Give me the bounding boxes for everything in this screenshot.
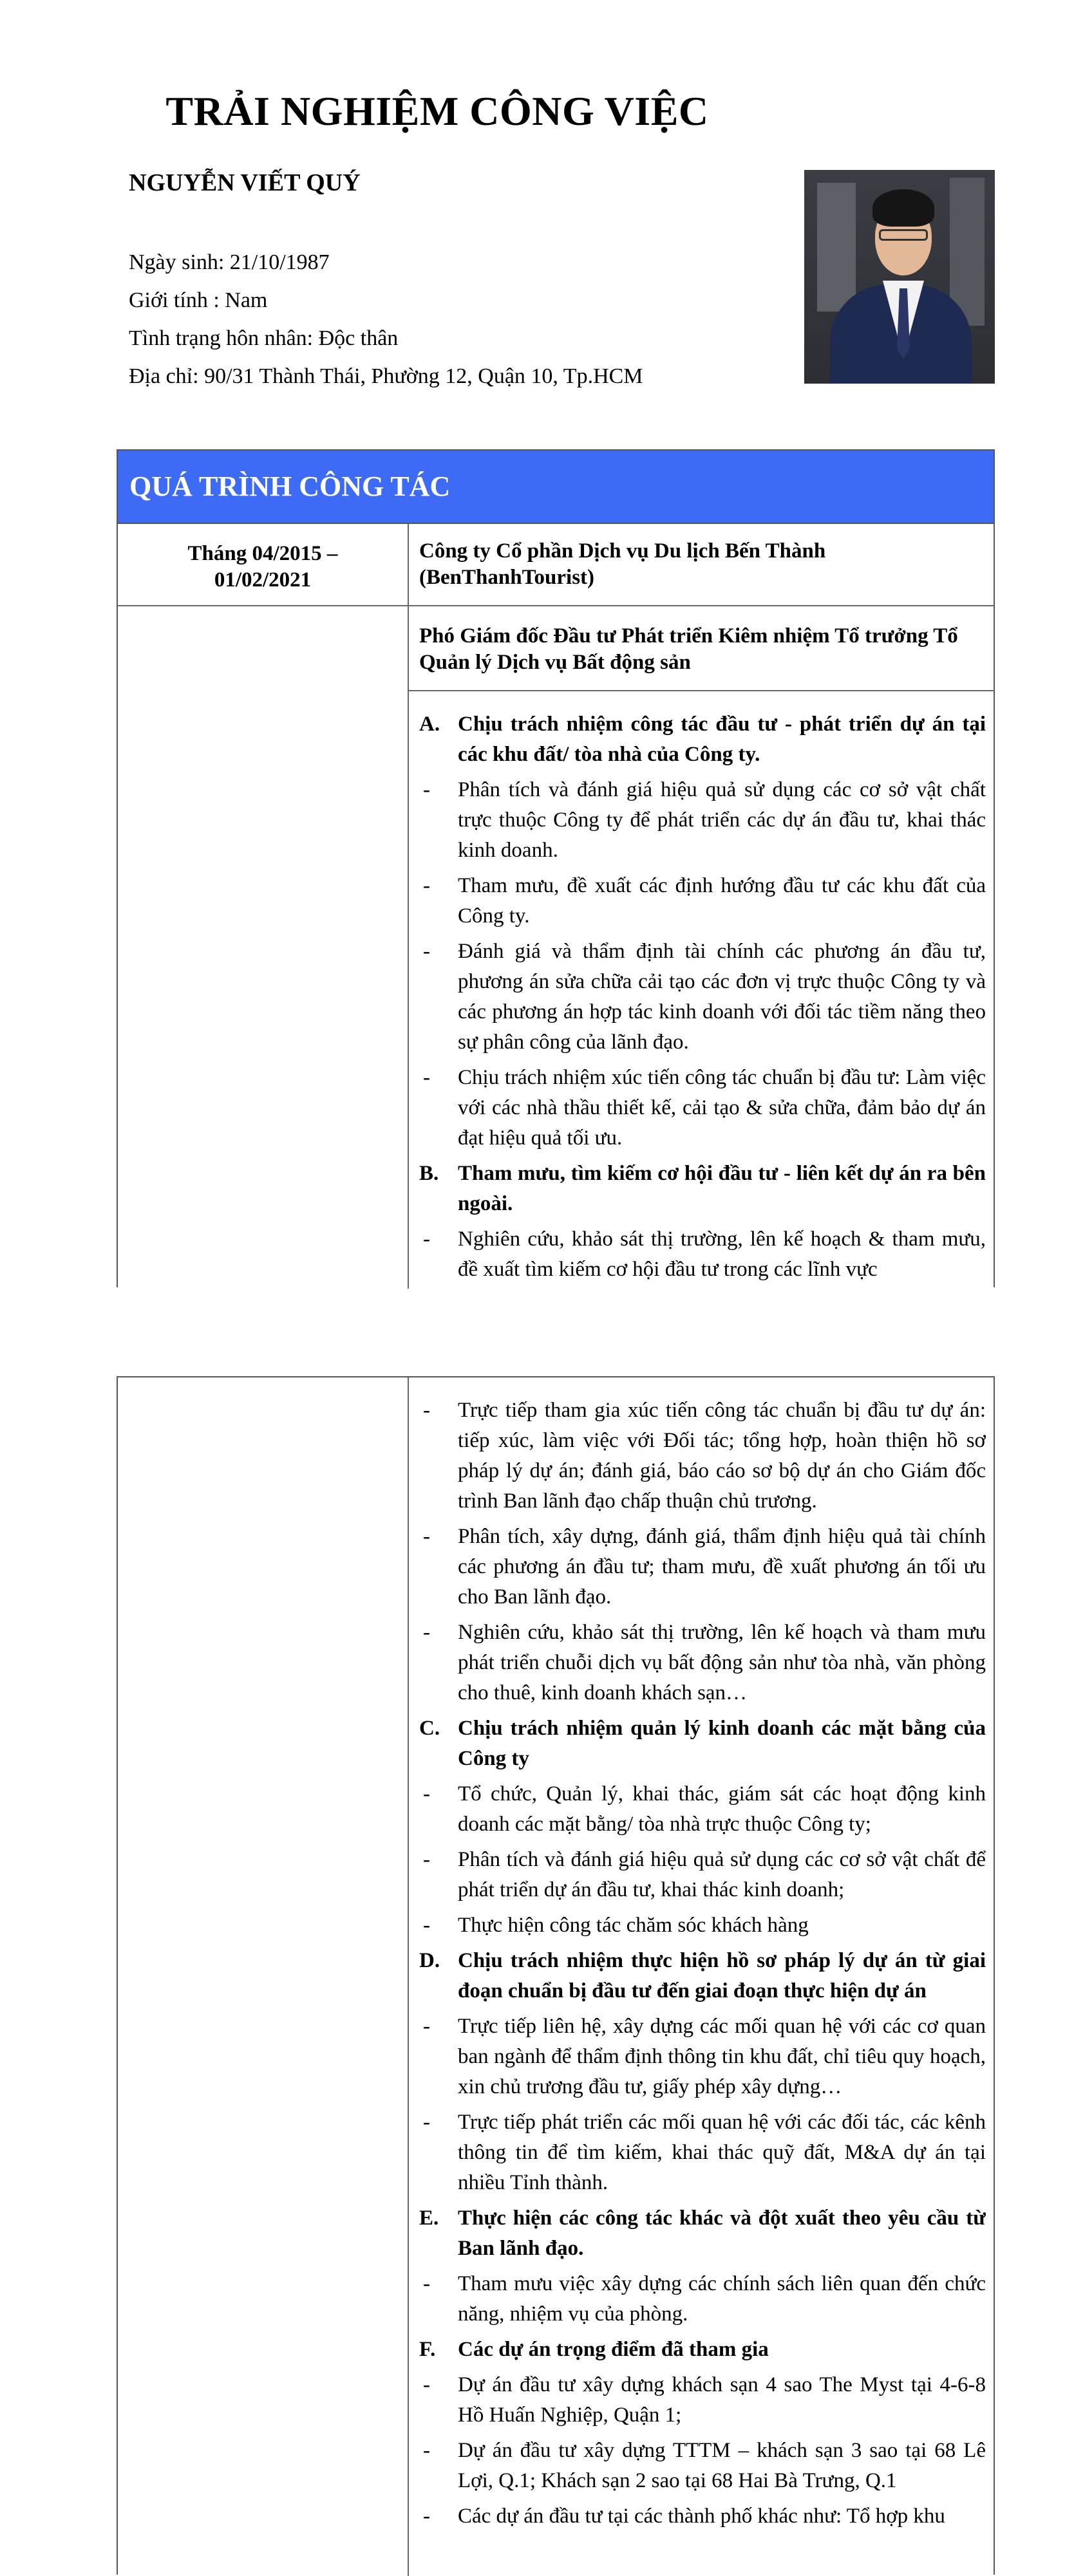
address: Địa chỉ: 90/31 Thành Thái, Phường 12, Quận 10, Tp.HCM — [129, 364, 643, 388]
item-marker: D. — [419, 1949, 440, 1972]
item-marker: - — [423, 1525, 430, 1548]
item-text: Tổ chức, Quản lý, khai thác, giám sát các hoạt động kinh doanh các mặt bằng/ tòa nhà trực thuộc Công ty; — [458, 1782, 986, 1836]
item-text: Đánh giá và thẩm định tài chính các phương án đầu tư, phương án sửa chữa cải tạo các đơn vị trực thuộc Công ty và các phương án hợp tác kinh doanh với đối tác tiềm năng theo sự phân công của lãnh đạo. — [458, 940, 986, 1054]
job-position: Phó Giám đốc Đầu tư Phát triển Kiêm nhiệm Tổ trưởng Tổ Quản lý Dịch vụ Bất động sản — [419, 624, 958, 674]
item-text: Dự án đầu tư xây dựng khách sạn 4 sao The Myst tại 4-6-8 Hồ Huấn Nghiệp, Quận 1; — [458, 2373, 986, 2427]
section-item-heading — [419, 1159, 986, 1219]
item-text: Tham mưu việc xây dựng các chính sách liên quan đến chức năng, nhiệm vụ của phòng. — [458, 2272, 986, 2326]
item-marker: C. — [419, 1717, 440, 1740]
marital-status: Tình trạng hôn nhân: Độc thân — [129, 326, 399, 350]
item-marker: B. — [419, 1162, 439, 1185]
item-text: Trực tiếp tham gia xúc tiến công tác chuẩn bị đầu tư dự án: tiếp xúc, làm việc với Đối tác; tổng hợp, hoàn thiện hồ sơ pháp lý dự án; đánh giá, báo cáo sơ bộ dự án cho Giám đốc trình Ban lãnh đạo chấp thuận chủ trương. — [458, 1399, 986, 1513]
section-item-heading — [419, 1946, 986, 2006]
item-text: Các dự án đầu tư tại các thành phố khác như: Tổ hợp khu — [458, 2505, 945, 2528]
item-marker: - — [423, 1848, 430, 1871]
photo-glasses — [879, 229, 928, 241]
section-item-heading — [419, 2335, 986, 2365]
photo-hair — [872, 189, 934, 227]
item-text: Phân tích và đánh giá hiệu quả sử dụng các cơ sở vật chất trực thuộc Công ty để phát triển các dự án đầu tư, khai thác kinh doanh. — [458, 778, 986, 862]
bullet-item — [419, 775, 986, 866]
item-marker: F. — [419, 2338, 436, 2361]
bullet-item — [419, 2107, 986, 2198]
employment-period: Tháng 04/2015 – 01/02/2021 — [187, 542, 338, 592]
item-marker: - — [423, 2439, 430, 2462]
item-marker: - — [423, 1914, 430, 1937]
item-marker: - — [423, 874, 430, 897]
item-marker: - — [423, 1782, 430, 1806]
bullet-item — [419, 2269, 986, 2329]
item-text: Các dự án trọng điểm đã tham gia — [458, 2338, 769, 2361]
bullet-item — [419, 937, 986, 1058]
row-divider — [408, 690, 994, 691]
work-history-table — [117, 449, 995, 1287]
bullet-item — [419, 2011, 986, 2102]
bullet-item — [419, 1522, 986, 1612]
item-text: Nghiên cứu, khảo sát thị trường, lên kế hoạch và tham mưu phát triển chuỗi dịch vụ bất động sản như tòa nhà, văn phòng cho thuê, kinh doanh khách sạn… — [458, 1621, 986, 1704]
responsibilities-list — [419, 709, 986, 1286]
item-text: Chịu trách nhiệm xúc tiến công tác chuẩn bị đầu tư: Làm việc với các nhà thầu thiết kế, cải tạo & sửa chữa, đảm bảo dự án đạt hiệu quả tối ưu. — [458, 1066, 986, 1150]
bullet-item — [419, 1395, 986, 1517]
section-item-heading — [419, 1713, 986, 1774]
bullet-item — [419, 1224, 986, 1285]
bullet-item — [419, 1910, 986, 1941]
item-marker: - — [423, 2505, 430, 2528]
document-title: TRẢI NGHIỆM CÔNG VIỆC — [165, 88, 709, 134]
item-text: Chịu trách nhiệm công tác đầu tư - phát triển dự án tại các khu đất/ tòa nhà của Công ty. — [458, 713, 986, 766]
item-text: Trực tiếp liên hệ, xây dựng các mối quan hệ với các cơ quan ban ngành để thẩm định thông tin khu đất, chỉ tiêu quy hoạch, xin chủ trương đầu tư, giấy phép xây dựng… — [458, 2015, 986, 2098]
item-text: Tham mưu, tìm kiếm cơ hội đầu tư - liên kết dự án ra bên ngoài. — [458, 1162, 986, 1215]
bullet-item — [419, 2370, 986, 2431]
column-divider — [408, 524, 409, 1289]
item-marker: - — [423, 2111, 430, 2134]
item-text: Tham mưu, đề xuất các định hướng đầu tư các khu đất của Công ty. — [458, 874, 986, 928]
item-marker: - — [423, 940, 430, 963]
bullet-item — [419, 2436, 986, 2496]
photo-background — [817, 183, 856, 312]
birth-date: Ngày sinh: 21/10/1987 — [129, 250, 330, 274]
item-text: Thực hiện công tác chăm sóc khách hàng — [458, 1914, 809, 1937]
item-text: Trực tiếp phát triển các mối quan hệ với các đối tác, các kênh thông tin để tìm kiếm, khai thác quỹ đất, M&A dự án tại nhiều Tỉnh thành. — [458, 2111, 986, 2194]
row-divider — [118, 605, 994, 606]
item-marker: - — [423, 1227, 430, 1251]
bullet-item — [419, 2501, 986, 2532]
profile-photo — [804, 170, 995, 384]
personal-info — [129, 243, 643, 395]
item-marker: - — [423, 2015, 430, 2038]
bullet-item — [419, 1845, 986, 1905]
bullet-item — [419, 1063, 986, 1153]
responsibilities-list-continued — [419, 1395, 986, 2573]
item-marker: - — [423, 778, 430, 801]
section-item-heading — [419, 2203, 986, 2264]
item-text: Chịu trách nhiệm quản lý kinh doanh các mặt bằng của Công ty — [458, 1717, 986, 1770]
section-item-heading — [419, 709, 986, 770]
item-text: Chịu trách nhiệm thực hiện hồ sơ pháp lý dự án từ giai đoạn chuẩn bị đầu tư đến giai đoạn thực hiện dự án — [458, 1949, 986, 2002]
item-marker: - — [423, 2272, 430, 2295]
item-text: Thực hiện các công tác khác và đột xuất theo yêu cầu từ Ban lãnh đạo. — [458, 2207, 986, 2260]
company-name: Công ty Cổ phần Dịch vụ Du lịch Bến Thành (BenThanhTourist) — [419, 539, 826, 589]
column-divider — [408, 1377, 409, 2576]
item-text: Phân tích và đánh giá hiệu quả sử dụng các cơ sở vật chất để phát triển dự án đầu tư, khai thác kinh doanh; — [458, 1848, 986, 1901]
bullet-item — [419, 1618, 986, 1708]
item-marker: - — [423, 2373, 430, 2396]
gender: Giới tính : Nam — [129, 288, 268, 312]
item-marker: - — [423, 1066, 430, 1089]
item-text: Phân tích, xây dựng, đánh giá, thẩm định hiệu quả tài chính các phương án đầu tư; tham mưu, đề xuất phương án tối ưu cho Ban lãnh đạo. — [458, 1525, 986, 1609]
item-marker: - — [423, 1399, 430, 1422]
section-heading: QUÁ TRÌNH CÔNG TÁC — [118, 451, 994, 524]
item-text: Dự án đầu tư xây dựng TTTM – khách sạn 3 sao tại 68 Lê Lợi, Q.1; Khách sạn 2 sao tại 68 Hai Bà Trưng, Q.1 — [458, 2439, 986, 2492]
item-marker: E. — [419, 2207, 439, 2230]
item-marker: - — [423, 1621, 430, 1644]
bullet-item — [419, 1779, 986, 1840]
bullet-item — [419, 871, 986, 931]
work-history-table-continued — [117, 1376, 995, 2575]
item-marker: A. — [419, 713, 440, 736]
item-text: Nghiên cứu, khảo sát thị trường, lên kế hoạch & tham mưu, đề xuất tìm kiếm cơ hội đầu tư trong các lĩnh vực — [458, 1227, 986, 1281]
person-name: NGUYỄN VIẾT QUÝ — [129, 169, 361, 196]
